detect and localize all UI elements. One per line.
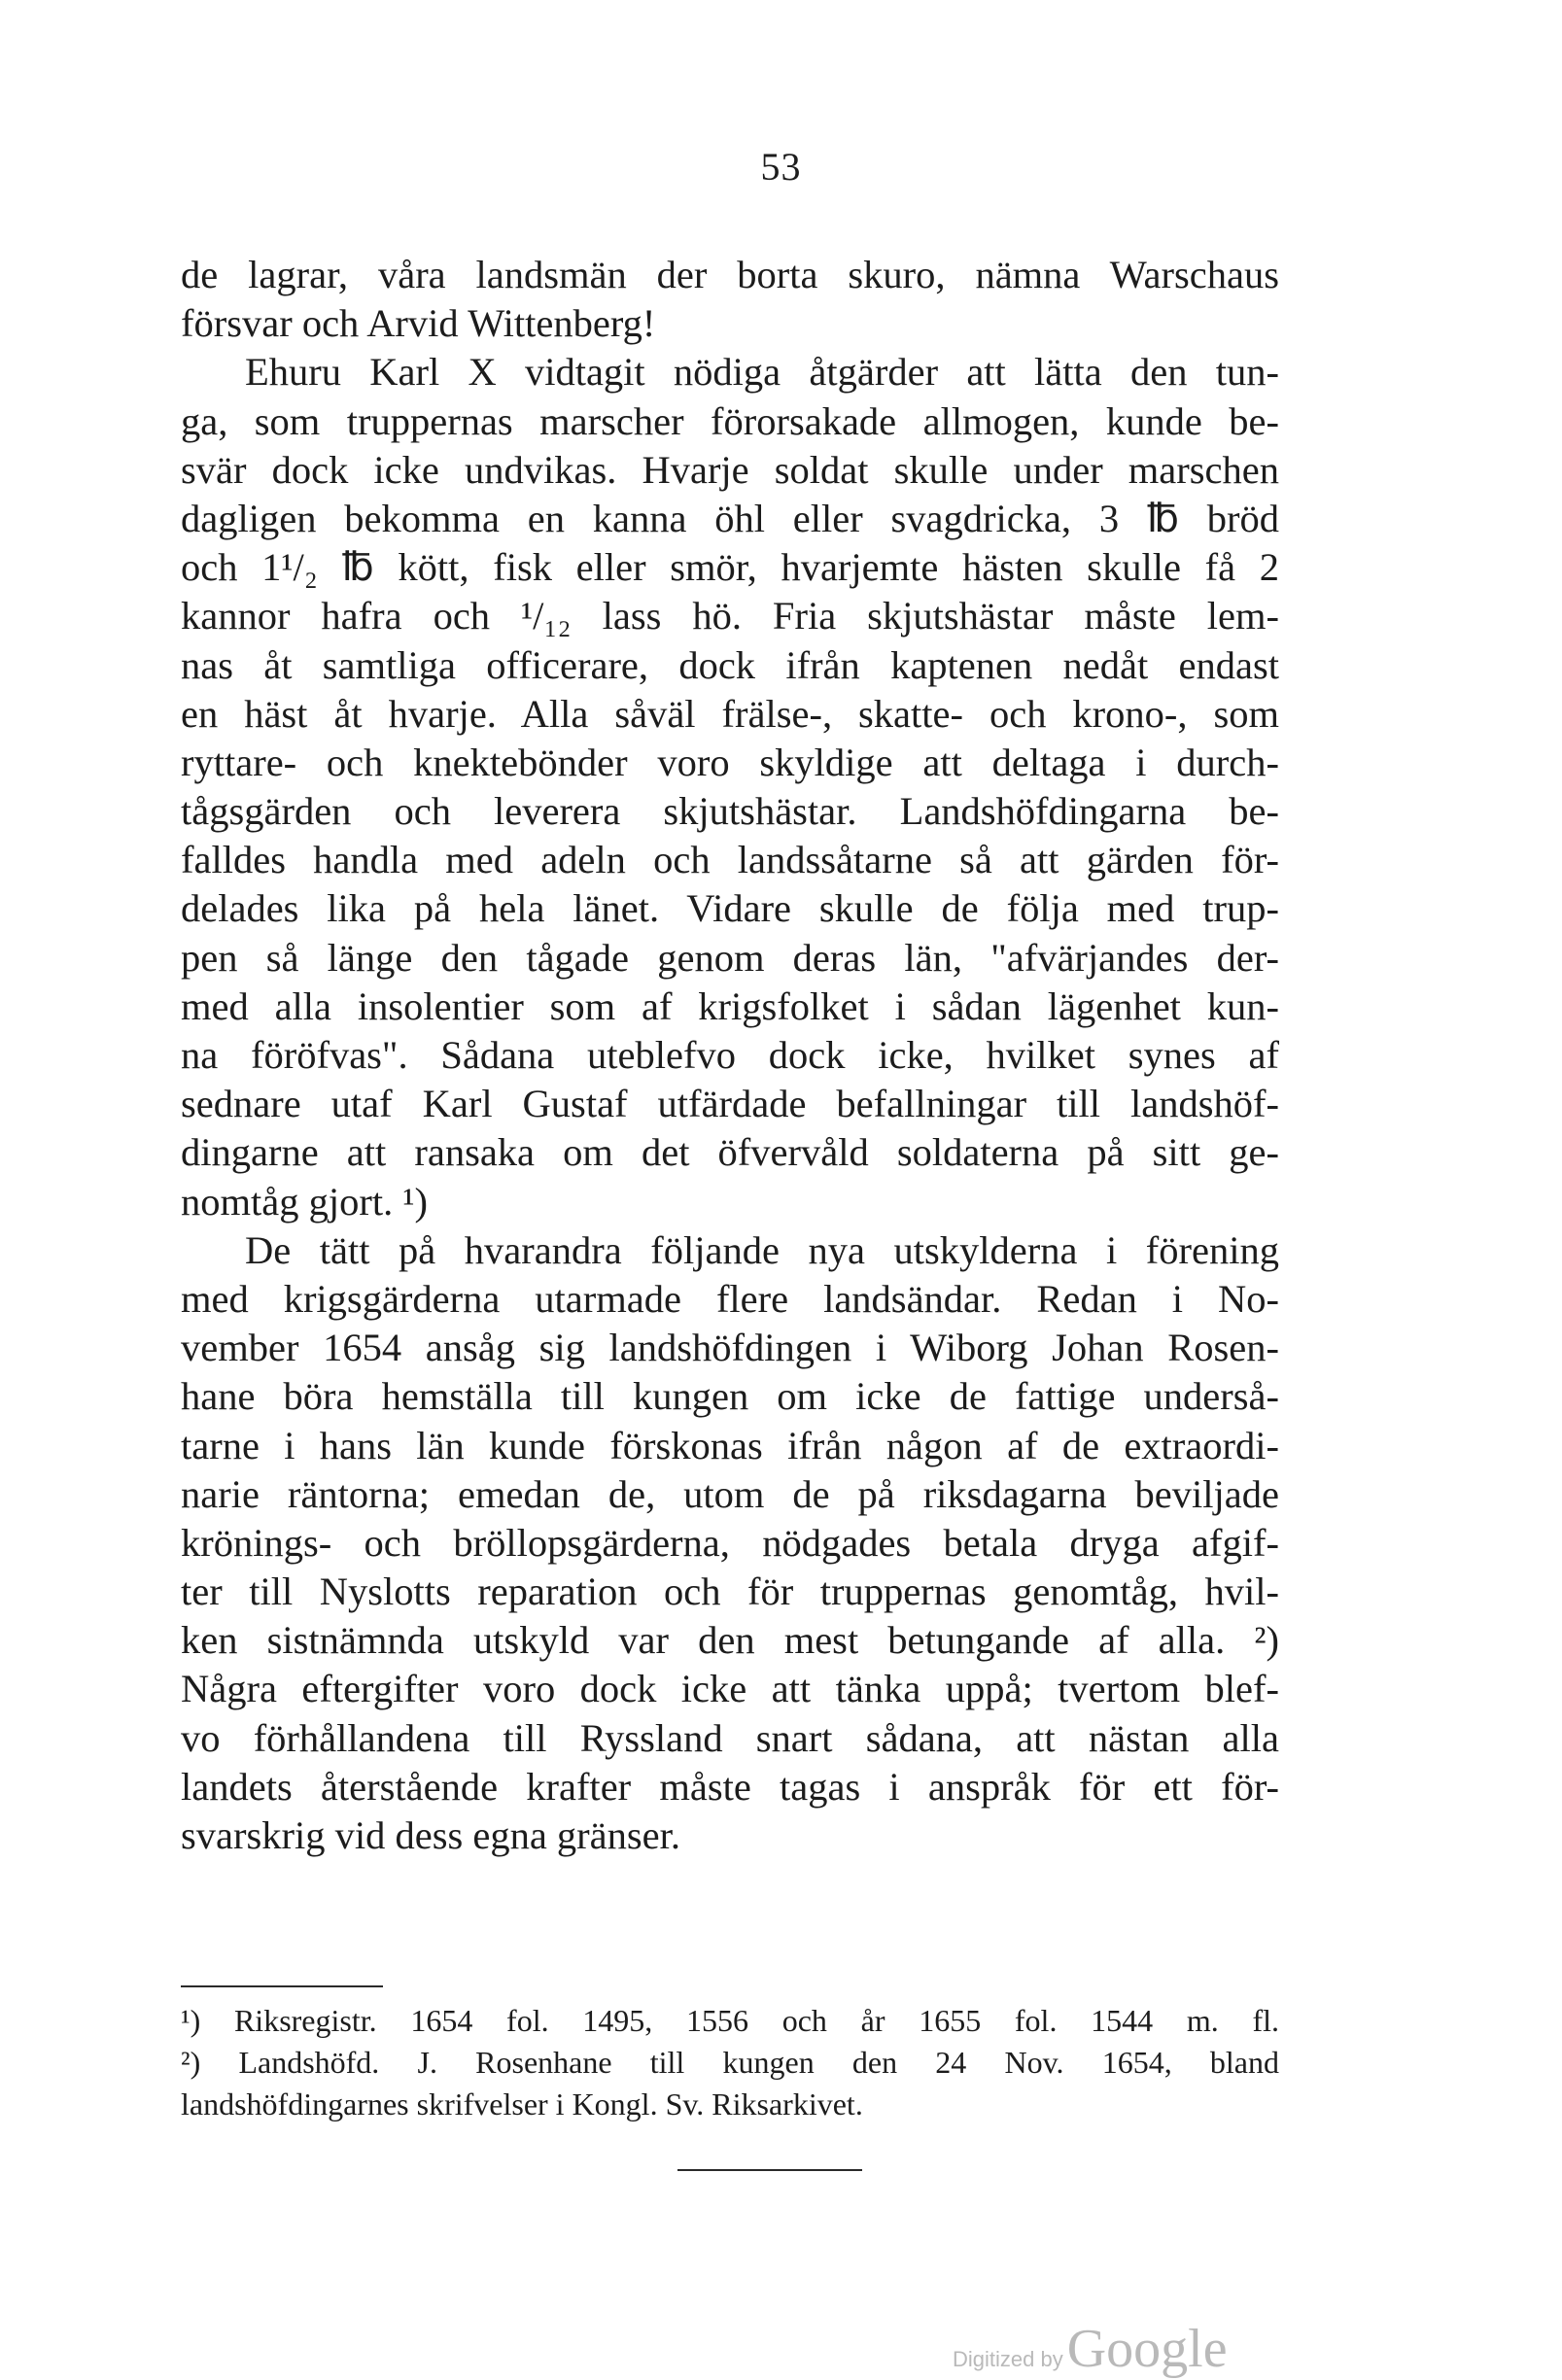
- body-line: försvar och Arvid Wittenberg!: [181, 301, 656, 346]
- body-line: dingarne att ransaka om det öfvervåld soldaterna på sitt ge-: [181, 1130, 1279, 1175]
- body-line: krönings- och bröllopsgärderna, nödgades betala dryga afgif-: [181, 1520, 1279, 1565]
- body-line: hane böra hemställa till kungen om icke de fattige underså-: [181, 1374, 1279, 1419]
- body-line: landets återstående krafter måste tagas i anspråk för ett för-: [181, 1764, 1279, 1809]
- body-line: delades lika på hela länet. Vidare skulle de följa med trup-: [181, 886, 1279, 931]
- page-number: 53: [760, 145, 802, 189]
- footnote-line: ²) Landshöfd. J. Rosenhane till kungen den 24 Nov. 1654, bland: [181, 2045, 1279, 2080]
- body-line: sednare utaf Karl Gustaf utfärdade befallningar till landshöf-: [181, 1082, 1279, 1126]
- body-line: och 1¹/₂ ℔ kött, fisk eller smör, hvarjemte hästen skulle få 2: [181, 545, 1279, 590]
- body-line: ga, som truppernas marscher förorsakade allmogen, kunde be-: [181, 398, 1279, 443]
- body-line: Ehuru Karl X vidtagit nödiga åtgärder att lätta den tun-: [245, 350, 1279, 395]
- body-line: tågsgärden och leverera skjutshästar. Landshöfdingarna be-: [181, 789, 1279, 834]
- footnotes: [181, 2000, 1279, 2125]
- body-line: ken sistnämnda utskyld var den mest betungande af alla. ²): [181, 1618, 1279, 1663]
- body-line: nas åt samtliga officerare, dock ifrån kaptenen nedåt endast: [181, 642, 1279, 687]
- body-line: falldes handla med adeln och landssåtarne så att gärden för-: [181, 838, 1279, 882]
- body-line: med alla insolentier som af krigsfolket i sådan lägenhet kun-: [181, 983, 1279, 1028]
- body-line: nomtåg gjort. ¹): [181, 1179, 428, 1224]
- body-line: de lagrar, våra landsmän der borta skuro, nämna Warschaus: [181, 253, 1279, 296]
- footnote-divider: [181, 1985, 383, 1987]
- body-line: med krigsgärderna utarmade flere landsändar. Redan i No-: [181, 1276, 1279, 1321]
- watermark-prefix: Digitized by: [953, 2347, 1063, 2371]
- body-line: dagligen bekomma en kanna öhl eller svagdricka, 3 ℔ bröd: [181, 496, 1279, 540]
- body-line: tarne i hans län kunde förskonas ifrån någon af de extraordi-: [181, 1423, 1279, 1467]
- body-line: svarskrig vid dess egna gränser.: [181, 1813, 681, 1857]
- body-line: vo förhållandena till Ryssland snart sådana, att nästan alla: [181, 1715, 1279, 1760]
- footnote-line: ¹) Riksregistr. 1654 fol. 1495, 1556 och år 1655 fol. 1544 m. fl.: [181, 2003, 1279, 2038]
- body-line: Några eftergifter voro dock icke att tänka uppå; tvertom blef-: [181, 1667, 1279, 1711]
- body-line: pen så länge den tågade genom deras län, "afvärjandes der-: [181, 935, 1279, 980]
- footnote-line: landshöfdingarnes skrifvelser i Kongl. Sv. Riksarkivet.: [181, 2087, 863, 2121]
- body-line: narie räntorna; emedan de, utom de på riksdagarna beviljade: [181, 1471, 1279, 1516]
- body-line: vember 1654 ansåg sig landshöfdingen i Wiborg Johan Rosen-: [181, 1326, 1279, 1370]
- body-line: ryttare- och knektebönder voro skyldige att deltaga i durch-: [181, 740, 1279, 784]
- body-line: ter till Nyslotts reparation och för truppernas genomtåg, hvil-: [181, 1569, 1279, 1614]
- body-line: kannor hafra och ¹/₁₂ lass hö. Fria skjutshästar måste lem-: [181, 594, 1279, 638]
- body-line: svär dock icke undvikas. Hvarje soldat skulle under marschen: [181, 447, 1279, 492]
- body-line: en häst åt hvarje. Alla såväl frälse-, skatte- och krono-, som: [181, 691, 1279, 736]
- end-rule: [677, 2169, 862, 2171]
- body-line: na föröfvas". Sådana uteblefvo dock icke, hvilket synes af: [181, 1033, 1279, 1077]
- google-logo: Google: [1066, 2319, 1228, 2379]
- body-text: [181, 251, 1279, 1860]
- digitized-by-google-watermark: [953, 2318, 1228, 2380]
- body-line: De tätt på hvarandra följande nya utskylderna i förening: [245, 1227, 1279, 1272]
